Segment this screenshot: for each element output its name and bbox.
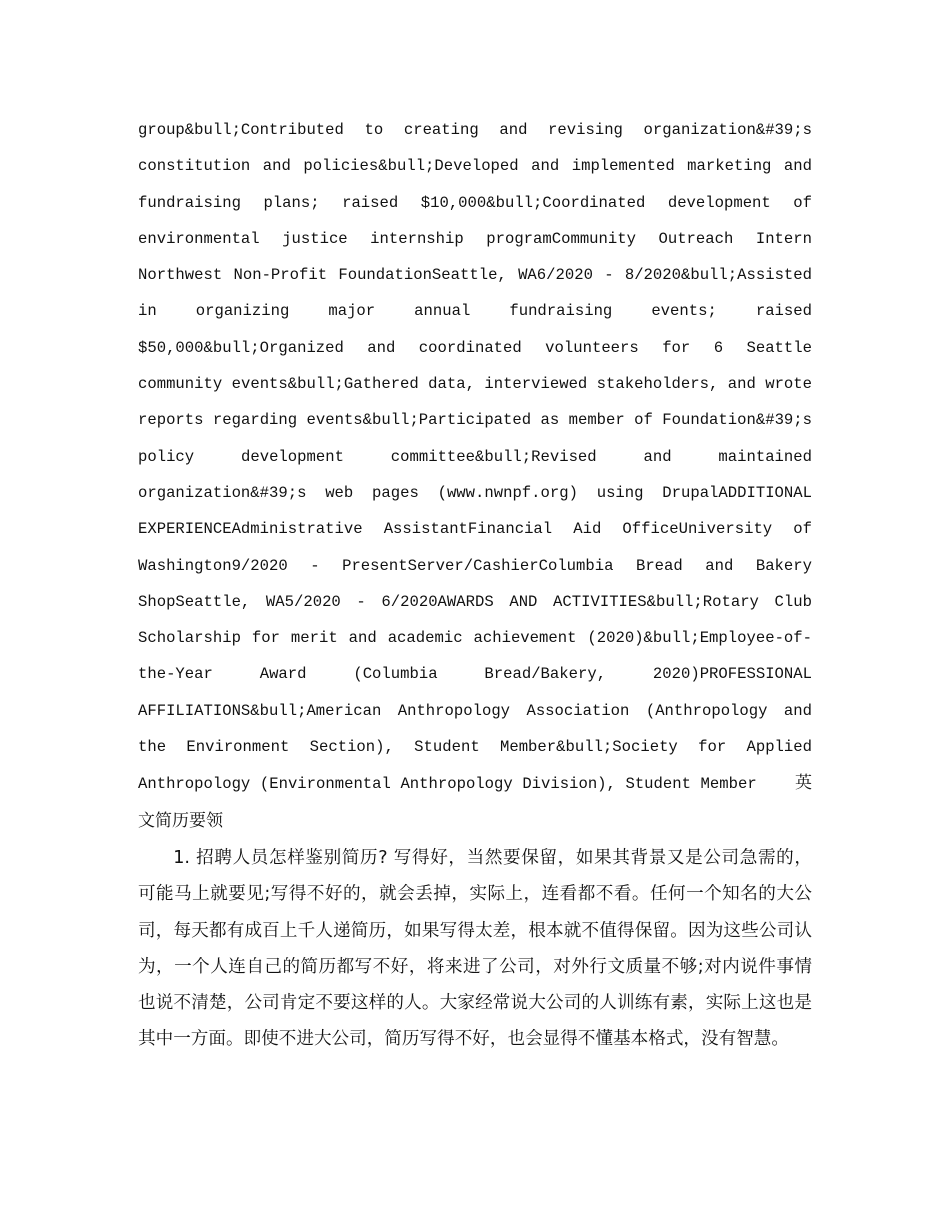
resume-english-paragraph — [138, 112, 812, 840]
chinese-paragraph: 1. 招聘人员怎样鉴别简历? 写得好，当然要保留，如果其背景又是公司急需的， 可能马上就要见;写得不好的，就会丢掉，实际上，连看都不看。任何一个知名的大公司，每天都有成百上千人递简历，如果写得太差，根本就不值得保留。因为这些公司认为，一个人连自己的简历都写不好，将来进了公司，对外行文质量不够;对内说件事情也说不清楚，公司肯定不要这样的人。大家经常说大公司的人训练有素，实际上这也是其中一方面。即使不进大公司，简历写得不好，也会显得不懂基本格式，没有智慧。 — [138, 847, 812, 1050]
document-page — [138, 112, 812, 1058]
section-heading: 英文简历要领 — [138, 773, 812, 831]
resume-english-text: group&bull;Contributed to creating and revising organization&#39;s constitution and policies&bull;Developed and implemented marketing and fundraising plans; raised $10,000&bull;Coordinated development of environmental justice internship programCommunity Outreach Intern Northwest Non-Profit FoundationSeattle, WA6/2020 - 8/2020&bull;Assisted in organizing major annual fundraising events; raised $50,000&bull;Organized and coordinated volunteers for 6 Seattle community events&bull;Gathered data, interviewed stakeholders, and wrote reports regarding events&bull;Participated as member of Foundation&#39;s policy development committee&bull;Revised and maintained organization&#39;s web pages (www.nwnpf.org) using DrupalADDITIONAL EXPERIENCEAdministrative AssistantFinancial Aid OfficeUniversity of Washington9/2020 - PresentServer/CashierColumbia Bread and Bakery ShopSeattle, WA5/2020 - 6/2020AWARDS AND ACTIVITIES&bull;Rotary Club Scholarship for merit and academic achievement (2020)&bull;Employee-of-the-Year Award (Columbia Bread/Bakery, 2020)PROFESSIONAL AFFILIATIONS&bull;American Anthropology Association (Anthropology and the Environment Section), Student Member&bull;Society for Applied Anthropology (Environmental Anthropology Division), Student Member — [138, 121, 812, 794]
